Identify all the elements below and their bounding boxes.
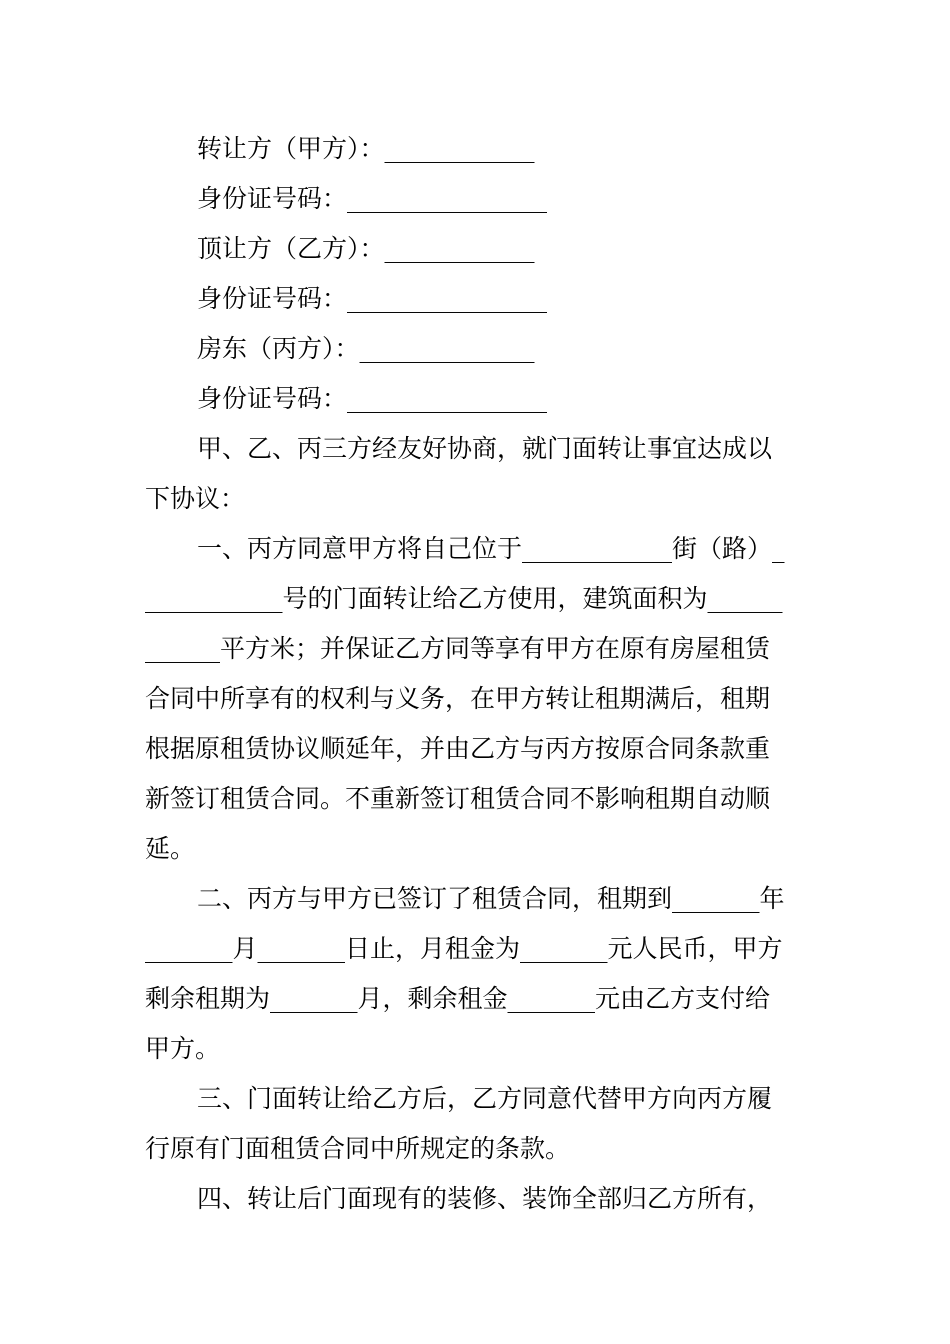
document-line: 三、门面转让给乙方后，乙方同意代替甲方向丙方履: [197, 1084, 773, 1113]
document-line: _______月_______日止，月租金为_______元人民币，甲方: [145, 934, 783, 963]
document-line: 下协议：: [145, 484, 246, 513]
document-line: 甲、乙、丙三方经友好协商，就门面转让事宜达成以: [197, 434, 773, 463]
document-line: 新签订租赁合同。不重新签订租赁合同不影响租期自动顺: [145, 784, 771, 813]
document-line: ___________号的门面转让给乙方使用，建筑面积为______: [145, 584, 783, 613]
document-line: 合同中所享有的权利与义务，在甲方转让租期满后，租期: [145, 684, 771, 713]
document-line: 根据原租赁协议顺延年，并由乙方与丙方按原合同条款重: [145, 734, 771, 763]
document-line: 房东（丙方）：______________: [197, 334, 535, 363]
document-line: ______平方米；并保证乙方同等享有甲方在原有房屋租赁: [145, 634, 771, 663]
document-line: 转让方（甲方）：____________: [197, 134, 535, 163]
document-line: 延。: [145, 834, 196, 863]
document-line: 剩余租期为_______月，剩余租金_______元由乙方支付给: [145, 984, 771, 1013]
document-line: 行原有门面租赁合同中所规定的条款。: [145, 1134, 571, 1163]
document-line: 四、转让后门面现有的装修、装饰全部归乙方所有，: [197, 1184, 773, 1213]
document-body: [145, 124, 807, 1224]
document-line: 身份证号码：________________: [197, 384, 548, 413]
document-line: 一、丙方同意甲方将自己位于____________街（路）_: [197, 534, 785, 563]
document-line: 身份证号码：________________: [197, 284, 548, 313]
document-line: 身份证号码：________________: [197, 184, 548, 213]
document-line: 甲方。: [145, 1034, 221, 1063]
document-line: 顶让方（乙方）：____________: [197, 234, 535, 263]
document-line: 二、丙方与甲方已签订了租赁合同，租期到_______年: [197, 884, 785, 913]
